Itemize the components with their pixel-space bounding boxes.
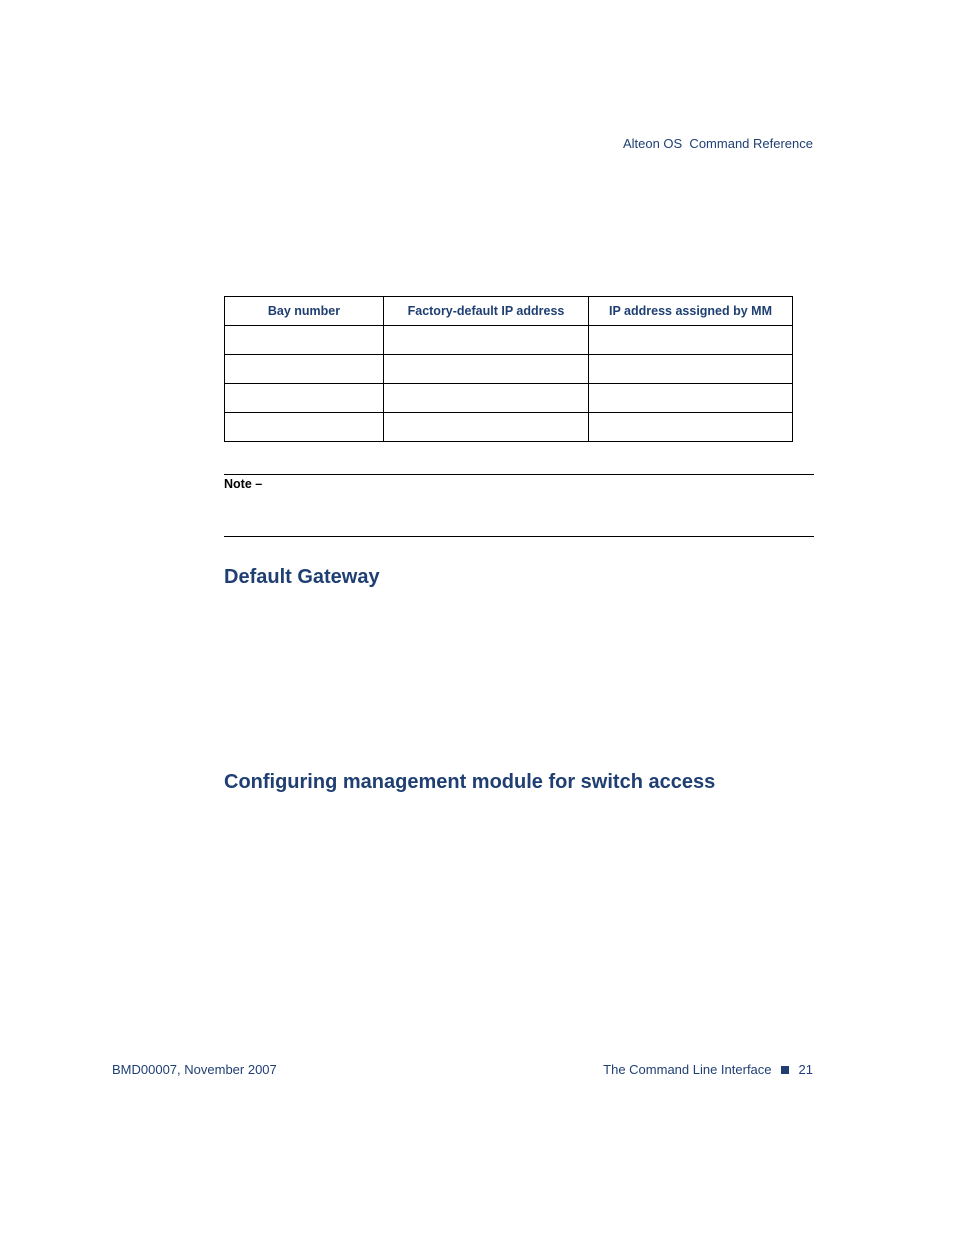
table-cell (225, 413, 384, 442)
running-header: Alteon OS Command Reference (622, 136, 813, 151)
table-cell (225, 326, 384, 355)
table-row (225, 384, 793, 413)
note-top-rule (224, 474, 814, 475)
table-cell (225, 384, 384, 413)
table-row (225, 413, 793, 442)
table-header-row (225, 297, 793, 326)
table-cell (384, 413, 589, 442)
footer-document-id: BMD00007, November 2007 (112, 1062, 277, 1077)
note-label: Note – (224, 477, 263, 491)
table-cell (384, 326, 589, 355)
section-heading-default-gateway: Default Gateway (224, 566, 380, 588)
table-cell (384, 355, 589, 384)
column-header-bay-number: Bay number (225, 297, 384, 326)
ip-address-table (224, 296, 793, 442)
column-header-ip-assigned-by-mm: IP address assigned by MM (589, 297, 793, 326)
table-row (225, 355, 793, 384)
note-bottom-rule (224, 536, 814, 537)
table-cell (589, 326, 793, 355)
table-row (225, 326, 793, 355)
footer-page-number: 21 (798, 1062, 813, 1077)
footer-chapter-info (603, 1062, 813, 1077)
table-cell (225, 355, 384, 384)
table-cell (589, 384, 793, 413)
table-cell (589, 413, 793, 442)
table-cell (589, 355, 793, 384)
section-heading-configuring-management-module: Configuring management module for switch access (224, 771, 716, 793)
footer-chapter-title: The Command Line Interface (603, 1062, 772, 1077)
column-header-factory-default-ip: Factory-default IP address (384, 297, 589, 326)
table-cell (384, 384, 589, 413)
square-bullet-icon (781, 1066, 789, 1074)
